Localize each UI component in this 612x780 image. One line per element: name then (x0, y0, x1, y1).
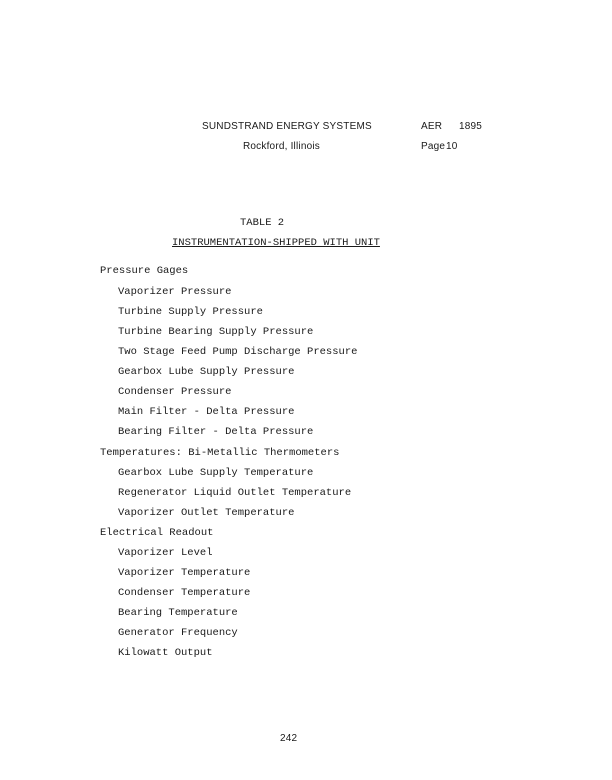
list-item: Regenerator Liquid Outlet Temperature (118, 487, 352, 499)
page-label: Page (421, 141, 446, 152)
footer-page-number: 242 (280, 733, 298, 744)
list-item: Vaporizer Outlet Temperature (118, 507, 295, 519)
list-item: Vaporizer Level (118, 547, 213, 559)
table-subtitle: INSTRUMENTATION-SHIPPED WITH UNIT (172, 237, 380, 249)
section-heading: Pressure Gages (100, 265, 189, 277)
report-label: AER (421, 121, 443, 132)
report-number: 1895 (459, 121, 483, 132)
list-item: Vaporizer Pressure (118, 286, 232, 298)
list-item: Generator Frequency (118, 627, 238, 639)
list-item: Gearbox Lube Supply Temperature (118, 467, 314, 479)
table-title: TABLE 2 (240, 217, 285, 229)
list-item: Kilowatt Output (118, 647, 213, 659)
section-heading: Electrical Readout (100, 527, 214, 539)
company-name: SUNDSTRAND ENERGY SYSTEMS (202, 121, 372, 132)
list-item: Condenser Temperature (118, 587, 251, 599)
list-item: Bearing Filter - Delta Pressure (118, 426, 314, 438)
list-item: Condenser Pressure (118, 386, 232, 398)
page-number: 10 (446, 141, 458, 152)
list-item: Bearing Temperature (118, 607, 238, 619)
section-heading: Temperatures: Bi-Metallic Thermometers (100, 447, 340, 459)
company-city: Rockford, Illinois (243, 141, 320, 152)
list-item: Turbine Supply Pressure (118, 306, 263, 318)
list-item: Two Stage Feed Pump Discharge Pressure (118, 346, 358, 358)
list-item: Main Filter - Delta Pressure (118, 406, 295, 418)
list-item: Vaporizer Temperature (118, 567, 251, 579)
list-item: Turbine Bearing Supply Pressure (118, 326, 314, 338)
list-item: Gearbox Lube Supply Pressure (118, 366, 295, 378)
